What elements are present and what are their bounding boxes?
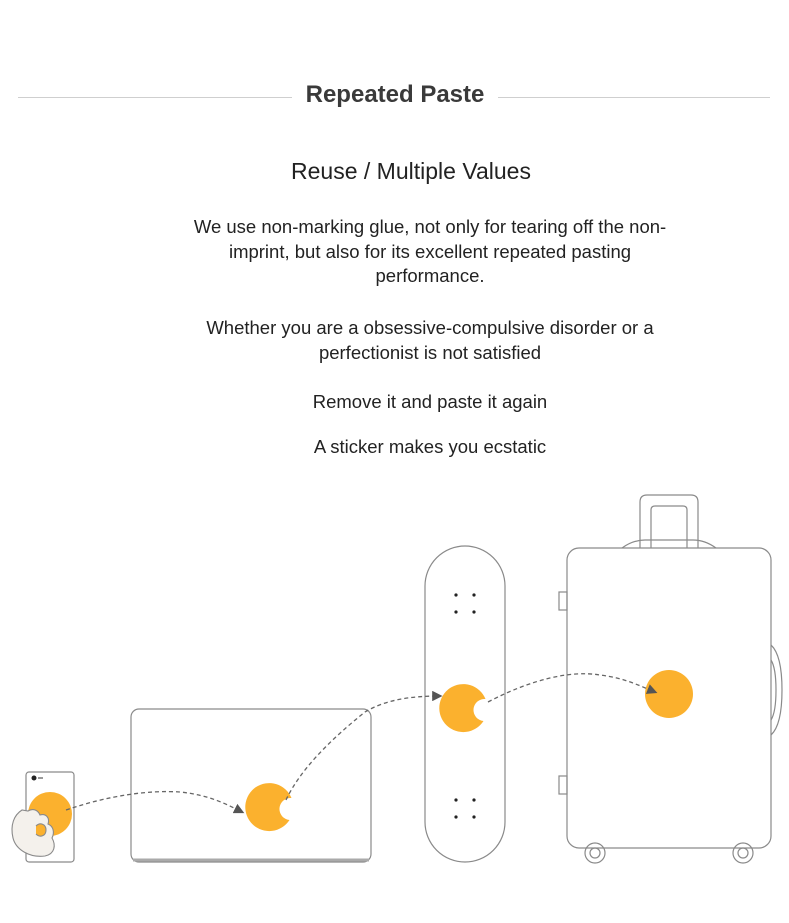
- subtitle: Reuse / Multiple Values: [291, 158, 531, 184]
- description-paragraph-3: Remove it and paste it again: [312, 391, 548, 412]
- section-title: Repeated Paste: [305, 81, 485, 108]
- arrow-laptop-to-skateboard: [286, 696, 440, 800]
- sticker-on-skateboard: [439, 684, 485, 732]
- arrow-phone-to-laptop: [66, 792, 242, 812]
- section-header: [0, 78, 789, 114]
- description-paragraph-4: A sticker makes you ecstatic: [313, 436, 547, 457]
- description-paragraph-2: Whether you are a obsessive-compulsive disorder or a perfectionist is not satisfied: [206, 317, 654, 363]
- sticker-on-laptop: [245, 783, 291, 831]
- laptop-icon: [131, 709, 371, 862]
- header-divider-right: [498, 97, 770, 98]
- repeated-paste-illustration: [0, 480, 789, 923]
- sticker-on-suitcase: [645, 670, 693, 718]
- header-divider-left: [18, 97, 292, 98]
- description-paragraph-1: We use non-marking glue, not only for tearing off the non-imprint, but also for its excellent repeated pasting performance.: [193, 216, 667, 286]
- arrow-skateboard-to-suitcase: [488, 674, 655, 702]
